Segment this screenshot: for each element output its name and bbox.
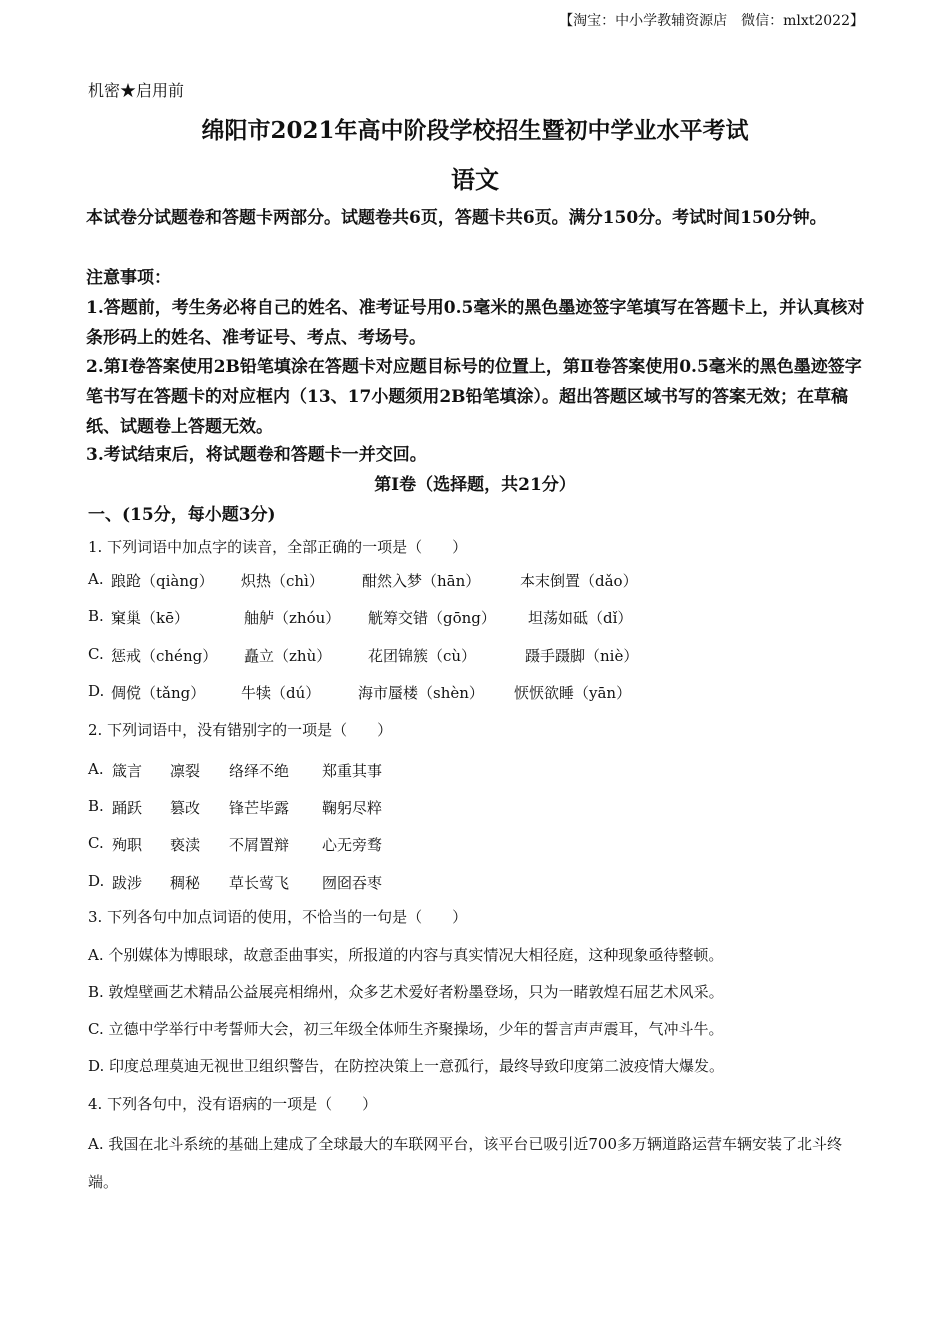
section-title: 第Ⅰ卷（选择题，共21分） <box>374 475 576 495</box>
option-word: 草长莺飞 <box>229 874 290 892</box>
option-item: 窠巢（kē） <box>111 609 189 627</box>
option-item: 惩戒（chéng） <box>111 647 218 665</box>
subject-title: 语文 <box>451 165 499 194</box>
option-word: 心无旁骛 <box>322 836 383 854</box>
option-letter: B. <box>88 797 104 815</box>
exam-intro: 本试卷分试题卷和答题卡两部分。试题卷共6页，答题卡共6页。满分150分。考试时间150分钟。 <box>86 208 827 228</box>
option-word: 踊跃 <box>112 799 143 817</box>
q1-option-b <box>88 607 888 631</box>
option-item: 恹恹欲睡（yān） <box>514 684 632 702</box>
option-word: 囫囵吞枣 <box>322 874 383 892</box>
option-word: 鞠躬尽粹 <box>322 799 383 817</box>
part-title: 一、(15分，每小题3分) <box>88 505 276 525</box>
option-item: 本末倒置（dǎo） <box>520 572 638 590</box>
q1-option-a <box>88 570 888 594</box>
option-word: 稠秘 <box>170 874 201 892</box>
confidential-label: 机密★启用前 <box>88 81 185 100</box>
q4-option-a: A. 我国在北斗系统的基础上建成了全球最大的车联网平台，该平台已吸引近700多万辆道路运营车辆安装了北斗终端。 <box>88 1135 843 1191</box>
option-word: 亵渎 <box>170 836 201 854</box>
option-item: 舳舻（zhóu） <box>244 609 341 627</box>
option-item: 蹑手蹑脚（niè） <box>525 647 639 665</box>
option-word: 络绎不绝 <box>229 762 290 780</box>
q4-stem: 4. 下列各句中，没有语病的一项是（ ） <box>88 1095 378 1113</box>
option-word: 郑重其事 <box>322 762 383 780</box>
q3-option-a: A. 个别媒体为博眼球，故意歪曲事实，所报道的内容与真实情况大相径庭，这种现象亟待整顿。 <box>88 946 724 964</box>
option-item: 矗立（zhù） <box>244 647 332 665</box>
option-item: 坦荡如砥（dǐ） <box>528 609 633 627</box>
header-watermark: 【淘宝：中小学教辅资源店 微信：mlxt2022】 <box>559 13 864 29</box>
q2-option-c <box>88 834 888 858</box>
option-item: 炽热（chì） <box>241 572 324 590</box>
option-item: 酣然入梦（hān） <box>362 572 481 590</box>
option-letter: C. <box>88 645 104 663</box>
option-word: 跋涉 <box>112 874 143 892</box>
option-letter: D. <box>88 872 105 890</box>
option-word: 凛裂 <box>170 762 201 780</box>
q1-option-d <box>88 682 888 706</box>
option-item: 牛犊（dú） <box>241 684 321 702</box>
option-letter: B. <box>88 607 104 625</box>
q3-option-c: C. 立德中学举行中考誓师大会，初三年级全体师生齐聚操场，少年的誓言声声震耳，气冲斗牛。 <box>88 1020 724 1038</box>
option-word: 锋芒毕露 <box>229 799 290 817</box>
q3-option-d: D. 印度总理莫迪无视世卫组织警告，在防控决策上一意孤行，最终导致印度第二波疫情大爆发。 <box>88 1057 725 1075</box>
option-letter: A. <box>88 760 104 778</box>
option-letter: C. <box>88 834 104 852</box>
option-item: 花团锦簇（cù） <box>368 647 477 665</box>
option-word: 箴言 <box>112 762 143 780</box>
q2-stem: 2. 下列词语中，没有错别字的一项是（ ） <box>88 721 393 739</box>
note-3: 3.考试结束后，将试题卷和答题卡一并交回。 <box>86 445 427 465</box>
notes-title: 注意事项： <box>86 268 171 288</box>
option-word: 不屑置辩 <box>229 836 290 854</box>
q1-stem: 1. 下列词语中加点字的读音，全部正确的一项是（ ） <box>88 538 468 556</box>
option-item: 倜傥（tǎng） <box>111 684 206 702</box>
option-item: 踉跄（qiàng） <box>111 572 214 590</box>
option-word: 篡改 <box>170 799 201 817</box>
q1-option-c <box>88 645 888 669</box>
q2-option-b <box>88 797 888 821</box>
note-2: 2.第Ⅰ卷答案使用2B铅笔填涂在答题卡对应题目标号的位置上，第Ⅱ卷答案使用0.5毫米的黑色墨迹签字笔书写在答题卡的对应框内（13、17小题须用2B铅笔填涂）。超出答题区域书写的答案无效；在草稿纸、试题卷上答题无效。 <box>86 357 862 437</box>
option-letter: A. <box>88 570 104 588</box>
option-item: 海市蜃楼（shèn） <box>358 684 484 702</box>
q2-option-d <box>88 872 888 896</box>
exam-title: 绵阳市2021年高中阶段学校招生暨初中学业水平考试 <box>201 117 749 144</box>
option-letter: D. <box>88 682 105 700</box>
q2-option-a <box>88 760 888 784</box>
q3-stem: 3. 下列各句中加点词语的使用，不恰当的一句是（ ） <box>88 908 468 926</box>
note-1: 1.答题前，考生务必将自己的姓名、准考证号用0.5毫米的黑色墨迹签字笔填写在答题卡上，并认真核对条形码上的姓名、准考证号、考点、考场号。 <box>86 298 865 348</box>
option-item: 觥筹交错（gōng） <box>368 609 496 627</box>
option-word: 殉职 <box>112 836 143 854</box>
q3-option-b: B. 敦煌壁画艺术精品公益展亮相绵州，众多艺术爱好者粉墨登场，只为一睹敦煌石屈艺术风采。 <box>88 983 724 1001</box>
